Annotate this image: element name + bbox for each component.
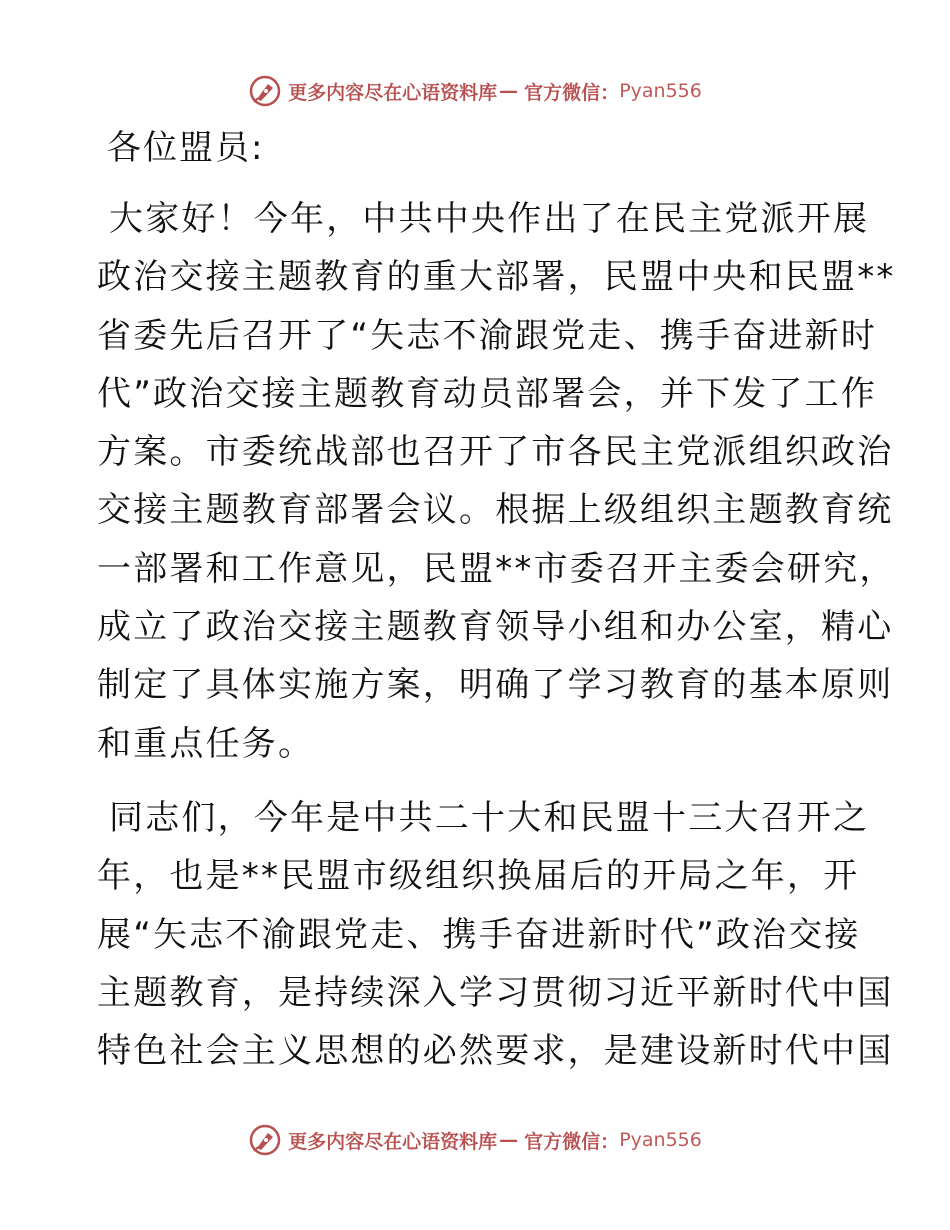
paragraph-line: 主题教育，是持续深入学习贯彻习近平新时代中国: [97, 972, 894, 1013]
watermark-handle: Pyan556: [619, 80, 702, 102]
watermark-text: 更多内容尽在心语资料库: [288, 81, 498, 104]
paragraph-line: 同志们，今年是中共二十大和民盟十三大召开之: [109, 797, 870, 838]
watermark-separator: —: [499, 80, 519, 102]
pen-nib-logo-icon: [248, 1123, 282, 1157]
greeting: 各位盟员:: [107, 128, 265, 168]
paragraph-2: [97, 789, 894, 1080]
paragraph-line: 方案。市委统战部也召开了市各民主党派组织政治: [97, 432, 894, 473]
footer-watermark: [0, 1120, 950, 1160]
paragraph-1: [97, 190, 896, 773]
watermark-handle: Pyan556: [619, 1129, 702, 1151]
pen-nib-logo-icon: [248, 74, 282, 108]
paragraph-line: 成立了政治交接主题教育领导小组和办公室，精心: [97, 607, 894, 648]
paragraph-line: 交接主题教育部署会议。根据上级组织主题教育统: [97, 490, 894, 531]
watermark-label: 官方微信：: [524, 81, 620, 104]
paragraph-line: 和重点任务。: [97, 723, 315, 764]
paragraph-line: 省委先后召开了“矢志不渝跟党走、携手奋进新时: [97, 315, 878, 356]
paragraph-line: 展“矢志不渝跟党走、携手奋进新时代”政治交接: [97, 914, 861, 955]
watermark-separator: —: [499, 1129, 519, 1151]
watermark-label: 官方微信：: [524, 1130, 620, 1153]
watermark-text: 更多内容尽在心语资料库: [288, 1130, 498, 1153]
header-watermark: [0, 71, 950, 111]
document-body: [97, 122, 896, 1080]
paragraph-line: 代”政治交接主题教育动员部署会，并下发了工作: [97, 373, 878, 414]
paragraph-line: 制定了具体实施方案，明确了学习教育的基本原则: [97, 665, 894, 706]
paragraph-line: 政治交接主题教育的重大部署，民盟中央和民盟**: [97, 257, 896, 298]
paragraph-line: 年，也是**民盟市级组织换届后的开局之年，开: [97, 856, 860, 897]
paragraph-line: 大家好！今年，中共中央作出了在民主党派开展: [109, 199, 870, 239]
paragraph-line: 特色社会主义思想的必然要求，是建设新时代中国: [97, 1031, 894, 1072]
paragraph-line: 一部署和工作意见，民盟**市委召开主委会研究，: [97, 548, 896, 589]
